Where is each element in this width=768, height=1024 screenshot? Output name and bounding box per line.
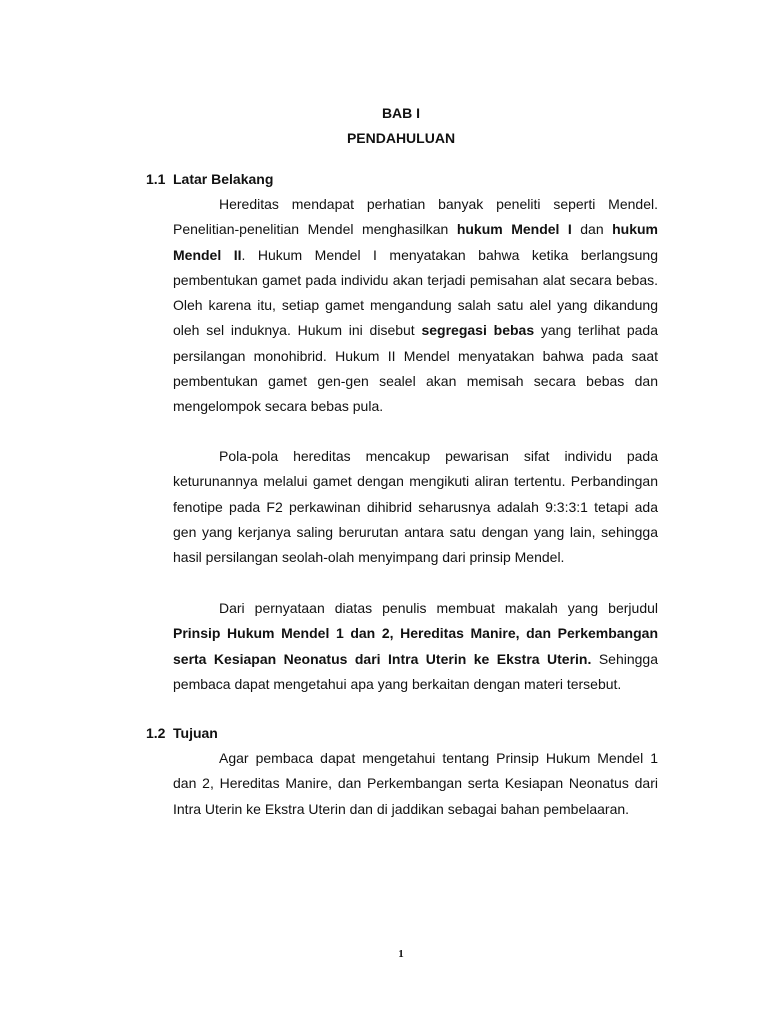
bold-term-hukum-mendel-2: hukum Mendel II: [173, 221, 658, 263]
text-run: . Hukum Mendel I menyatakan bahwa ketika berlangsung pembentukan gamet pada individu akan terjadi pemisahan alat secara bebas. Oleh karena itu, setiap gamet mengandung salah satu alel yang dikandung oleh sel induknya. Hukum ini disebut: [173, 246, 658, 339]
text-run: yang terlihat pada persilangan monohibrid. Hukum II Mendel menyatakan bahwa pada saat pembentukan gamet gen-gen sealel akan memisah secara bebas dan mengelompok secara bebas pula.: [173, 322, 658, 415]
section-number: 1.1: [146, 171, 166, 187]
text-run: Sehingga pembaca dapat mengetahui apa yang berkaitan dengan materi tersebut.: [173, 650, 658, 692]
bold-paper-title: Prinsip Hukum Mendel 1 dan 2, Hereditas Manire, dan Perkembangan serta Kesiapan Neonatus dari Intra Uterin ke Ekstra Uterin.: [173, 625, 658, 667]
text-run: dan: [571, 221, 613, 238]
text-run: Dari pernyataan diatas penulis membuat makalah yang berjudul: [219, 600, 658, 616]
section-heading-tujuan: [146, 725, 218, 741]
paragraph-pernyataan: [173, 596, 658, 697]
paragraph-hereditas: [173, 192, 658, 420]
chapter-title: PENDAHULUAN: [346, 130, 456, 146]
page-number: 1: [398, 948, 404, 960]
bold-term-hukum-mendel-1: hukum Mendel I: [456, 221, 572, 238]
paragraph-tujuan: Agar pembaca dapat mengetahui tentang Prinsip Hukum Mendel 1 dan 2, Hereditas Manire, dan Perkembangan serta Kesiapan Neonatus dari Intra Uterin ke Ekstra Uterin dan di jaddikan sebagai bahan pembelaaran.: [173, 750, 658, 817]
section-number: 1.2: [146, 725, 166, 741]
text-run: Hereditas mendapat perhatian banyak peneliti seperti Mendel. Penelitian-penelitian Mendel menghasilkan: [173, 196, 658, 238]
section-heading-latar-belakang: [146, 171, 273, 187]
section-title: Latar Belakang: [173, 171, 274, 187]
paragraph-pola-pola: Pola-pola hereditas mencakup pewarisan sifat individu pada keturunannya melalui gamet dengan mengikuti aliran tertentu. Perbandingan fenotipe pada F2 perkawinan dihibrid seharusnya adalah 9:3:3:1 tetapi ada gen yang kerjanya saling berurutan antara satu dengan yang lain, sehingga hasil persilangan seolah-olah menyimpang dari prinsip Mendel.: [173, 448, 658, 566]
chapter-label: BAB I: [381, 105, 421, 121]
bold-term-segregasi-bebas: segregasi bebas: [421, 322, 535, 339]
section-title: Tujuan: [173, 725, 218, 741]
